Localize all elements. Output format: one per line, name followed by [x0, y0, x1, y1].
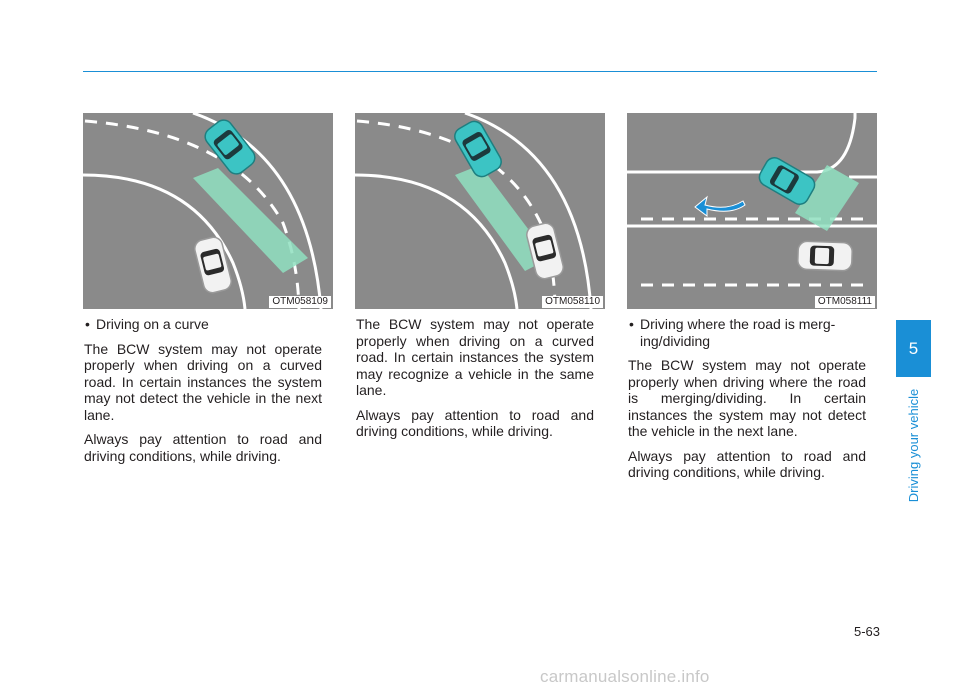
chapter-title: Driving your vehicle	[906, 388, 921, 502]
text-column-3	[628, 316, 866, 489]
other-car	[798, 241, 853, 271]
bullet-dot: •	[85, 316, 90, 332]
text-column-1	[84, 316, 322, 472]
host-car	[202, 116, 259, 177]
bullet-dot: •	[629, 316, 634, 332]
figure-code: OTM058109	[269, 296, 331, 308]
figure-code: OTM058111	[815, 296, 875, 308]
paragraph: The BCW system may not operate properly when driving where the road is merging/dividing. In certain instances the system may not detect the vehicle in the next lane.	[628, 357, 866, 439]
figure-merging-dividing	[627, 113, 877, 309]
paragraph: The BCW system may not operate properly when driving on a curved road. In certain instances the system may not detect the vehicle in the next lane.	[84, 340, 322, 423]
other-car	[193, 235, 233, 294]
figure-curve-same-lane	[355, 113, 605, 309]
road-diagram	[627, 113, 877, 309]
paragraph: Always pay attention to road and driving conditions, while driving.	[628, 447, 866, 480]
bullet-item: • Driving on a curve	[85, 316, 209, 332]
chapter-number-tab[interactable]: 5	[896, 320, 931, 377]
paragraph: The BCW system may not operate properly when driving on a curved road. In certain instances the system may recognize a vehicle in the same lane.	[356, 316, 594, 398]
text-column-2	[356, 316, 594, 448]
watermark: carmanualsonline.info	[540, 667, 710, 686]
page-number: 5-63	[853, 624, 880, 639]
road-diagram	[83, 113, 333, 309]
bullet-item: • Driving where the road is merg-ing/dividing	[629, 316, 836, 349]
paragraph: Always pay attention to road and driving conditions, while driving.	[84, 431, 322, 464]
lane-change-arrow-icon	[695, 197, 745, 216]
paragraph: Always pay attention to road and driving conditions, while driving.	[356, 406, 594, 439]
header-rule	[83, 71, 877, 72]
figure-curve-next-lane	[83, 113, 333, 309]
road-diagram	[355, 113, 605, 309]
figure-code: OTM058110	[542, 296, 603, 308]
other-car	[525, 221, 565, 280]
